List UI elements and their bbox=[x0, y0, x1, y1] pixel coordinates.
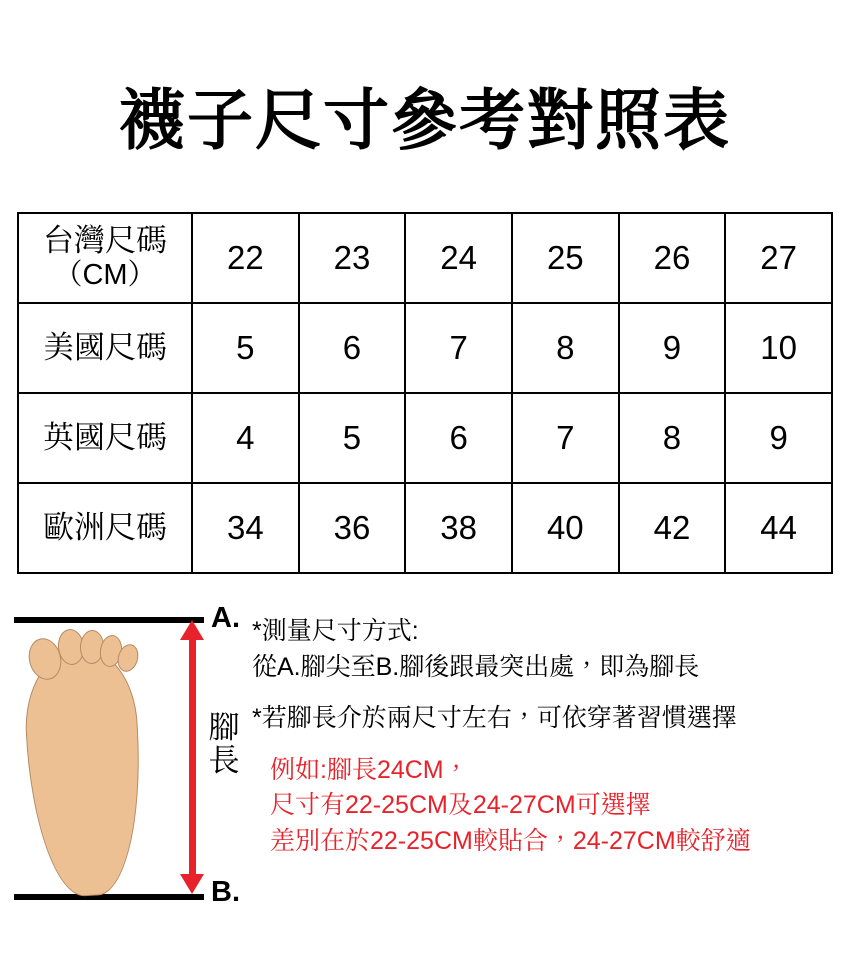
cell-uk-1: 4 bbox=[192, 393, 299, 483]
row-header-us: 美國尺碼 bbox=[18, 303, 192, 393]
foot-sole-shape bbox=[22, 645, 147, 899]
cell-eu-1: 34 bbox=[192, 483, 299, 573]
foot-illustration bbox=[22, 624, 150, 894]
note-example-line1: 例如:腳長24CM， bbox=[270, 755, 469, 784]
table-row bbox=[18, 213, 832, 303]
toe-reference-line bbox=[14, 617, 204, 623]
note-measure-method bbox=[252, 614, 842, 685]
foot-length-label-line2: 長 bbox=[208, 742, 240, 778]
arrow-shaft bbox=[189, 636, 196, 880]
cell-us-6: 10 bbox=[725, 303, 832, 393]
page-title: 襪子尺寸參考對照表 bbox=[119, 83, 731, 157]
cell-uk-2: 5 bbox=[299, 393, 406, 483]
cell-taiwan-6: 27 bbox=[725, 213, 832, 303]
foot-length-label bbox=[204, 712, 244, 778]
foot-measurement-diagram bbox=[8, 600, 258, 920]
row-header-eu: 歐洲尺碼 bbox=[18, 483, 192, 573]
double-arrow-icon bbox=[180, 620, 206, 894]
row-header-label: 台灣尺碼 bbox=[43, 223, 167, 259]
cell-uk-6: 9 bbox=[725, 393, 832, 483]
cell-us-4: 8 bbox=[512, 303, 619, 393]
table-row bbox=[18, 303, 832, 393]
cell-uk-4: 7 bbox=[512, 393, 619, 483]
cell-us-2: 6 bbox=[299, 303, 406, 393]
note-example-line2: 尺寸有22-25CM及24-27CM可選擇 bbox=[270, 791, 651, 819]
point-b-label: B. bbox=[211, 876, 240, 908]
row-header-taiwan bbox=[18, 213, 192, 303]
table-row bbox=[18, 393, 832, 483]
cell-taiwan-2: 23 bbox=[299, 213, 406, 303]
row-header-uk: 英國尺碼 bbox=[18, 393, 192, 483]
cell-taiwan-5: 26 bbox=[619, 213, 726, 303]
note-example-line3: 差別在於22-25CM較貼合，24-27CM較舒適 bbox=[270, 826, 751, 855]
cell-us-3: 7 bbox=[405, 303, 512, 393]
cell-uk-5: 8 bbox=[619, 393, 726, 483]
cell-eu-6: 44 bbox=[725, 483, 832, 573]
row-header-unit: （CM） bbox=[53, 259, 157, 292]
cell-us-5: 9 bbox=[619, 303, 726, 393]
table-row bbox=[18, 483, 832, 573]
point-a-label: A. bbox=[211, 602, 240, 634]
cell-taiwan-4: 25 bbox=[512, 213, 619, 303]
heel-reference-line bbox=[14, 894, 204, 900]
note-between-sizes bbox=[252, 701, 842, 737]
note-example bbox=[252, 753, 842, 860]
notes-section bbox=[252, 614, 842, 875]
size-conversion-table bbox=[17, 212, 833, 574]
cell-taiwan-1: 22 bbox=[192, 213, 299, 303]
cell-uk-3: 6 bbox=[405, 393, 512, 483]
cell-taiwan-3: 24 bbox=[405, 213, 512, 303]
note-measure-title: *測量尺寸方式: bbox=[252, 617, 419, 645]
cell-us-1: 5 bbox=[192, 303, 299, 393]
cell-eu-2: 36 bbox=[299, 483, 406, 573]
note-between-sizes-text: *若腳長介於兩尺寸左右，可依穿著習慣選擇 bbox=[252, 704, 737, 732]
cell-eu-4: 40 bbox=[512, 483, 619, 573]
arrow-head-down-icon bbox=[180, 874, 204, 894]
cell-eu-3: 38 bbox=[405, 483, 512, 573]
note-measure-detail: 從A.腳尖至B.腳後跟最突出處，即為腳長 bbox=[252, 652, 700, 681]
foot-length-label-line1: 腳 bbox=[208, 710, 240, 745]
cell-eu-5: 42 bbox=[619, 483, 726, 573]
